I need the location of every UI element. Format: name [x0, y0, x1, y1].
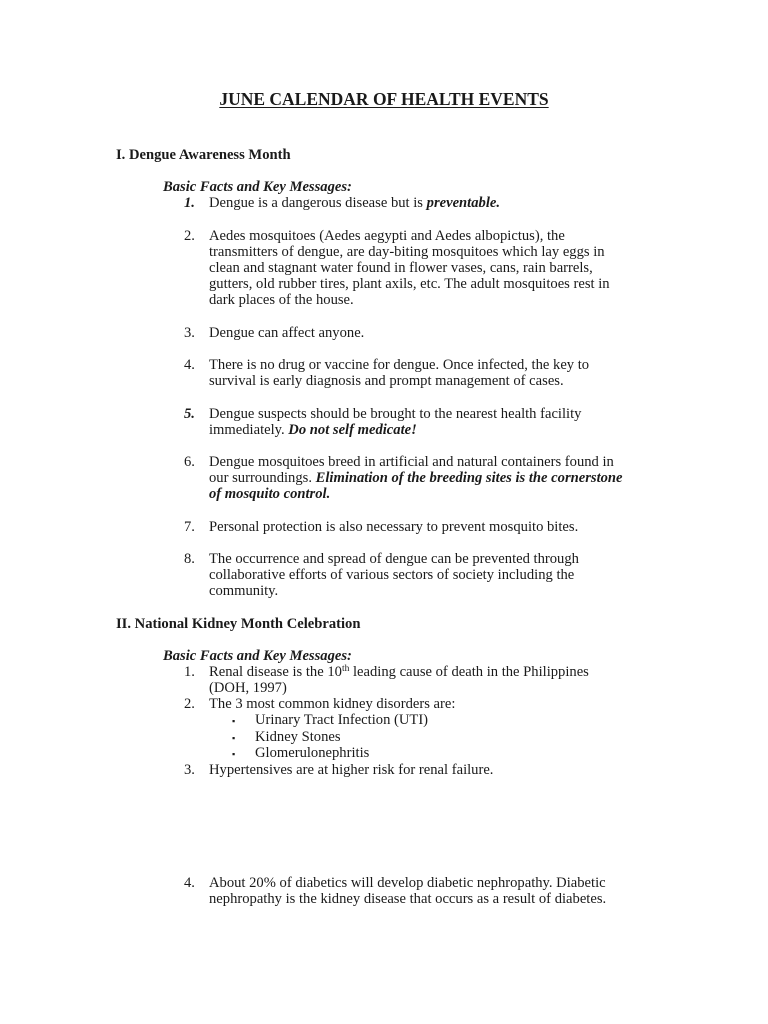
- list-number: 2.: [184, 228, 195, 244]
- list-item-text: our surroundings. Elimination of the breeding sites is the cornerstone: [209, 470, 623, 486]
- list-number: 3.: [184, 762, 195, 778]
- list-number: 1.: [184, 195, 195, 211]
- emphasis-text: preventable.: [426, 195, 500, 211]
- section-heading-dengue: I. Dengue Awareness Month: [116, 147, 291, 163]
- superscript: th: [341, 664, 350, 674]
- list-item-text: The 3 most common kidney disorders are:: [209, 696, 456, 712]
- list-item-text: Hypertensives are at higher risk for renal failure.: [209, 762, 494, 778]
- bullet-icon: ▪: [232, 749, 236, 759]
- list-item-text: Dengue mosquitoes breed in artificial and natural containers found in: [209, 454, 614, 470]
- list-number: 8.: [184, 551, 195, 567]
- bullet-item: Kidney Stones: [255, 729, 341, 745]
- list-item-text: transmitters of dengue, are day-biting mosquitoes which lay eggs in: [209, 244, 605, 260]
- list-item-text: clean and stagnant water found in flower vases, cans, rain barrels,: [209, 260, 593, 276]
- list-item-text: collaborative efforts of various sectors of society including the: [209, 567, 575, 583]
- list-number: 5.: [184, 406, 195, 422]
- list-item-text: There is no drug or vaccine for dengue. Once infected, the key to: [209, 357, 590, 373]
- list-item-text: nephropathy is the kidney disease that occurs as a result of diabetes.: [209, 891, 607, 907]
- list-item-text: survival is early diagnosis and prompt management of cases.: [209, 373, 564, 389]
- list-number: 6.: [184, 454, 195, 470]
- list-item-text: (DOH, 1997): [209, 680, 287, 696]
- list-item-text: Dengue can affect anyone.: [209, 325, 365, 341]
- list-item-text: immediately. Do not self medicate!: [209, 422, 417, 438]
- list-item-text: Personal protection is also necessary to prevent mosquito bites.: [209, 519, 579, 535]
- list-item-text: About 20% of diabetics will develop diabetic nephropathy. Diabetic: [209, 875, 606, 891]
- list-item-text: The occurrence and spread of dengue can be prevented through: [209, 551, 579, 567]
- list-item-text: community.: [209, 583, 279, 599]
- page-title: JUNE CALENDAR OF HEALTH EVENTS: [219, 89, 549, 109]
- list-item-text: Dengue is a dangerous disease but is preventable.: [209, 195, 500, 211]
- emphasis-text: Elimination of the breeding sites is the cornerstone: [315, 470, 623, 486]
- emphasis-text: of mosquito control.: [209, 486, 331, 502]
- list-item-text: gutters, old rubber tires, plant axils, etc. The adult mosquitoes rest in: [209, 276, 610, 292]
- section-heading-kidney: II. National Kidney Month Celebration: [116, 616, 361, 632]
- bullet-icon: ▪: [232, 733, 236, 743]
- list-number: 2.: [184, 696, 195, 712]
- list-number: 7.: [184, 519, 195, 535]
- list-number: 3.: [184, 325, 195, 341]
- bullet-item: Urinary Tract Infection (UTI): [255, 712, 429, 728]
- emphasis-text: Do not self medicate!: [288, 422, 417, 438]
- list-number: 4.: [184, 875, 195, 891]
- list-item-text: Renal disease is the 10th leading cause of death in the Philippines: [209, 664, 589, 680]
- list-item-text: Dengue suspects should be brought to the nearest health facility: [209, 406, 582, 422]
- list-item-text: dark places of the house.: [209, 292, 354, 308]
- list-number: 1.: [184, 664, 195, 680]
- list-number: 4.: [184, 357, 195, 373]
- section-subheading: Basic Facts and Key Messages:: [163, 648, 352, 664]
- bullet-item: Glomerulonephritis: [255, 745, 370, 761]
- bullet-icon: ▪: [232, 716, 236, 726]
- section-subheading: Basic Facts and Key Messages:: [163, 179, 352, 195]
- list-item-text: Aedes mosquitoes (Aedes aegypti and Aedes albopictus), the: [209, 228, 565, 244]
